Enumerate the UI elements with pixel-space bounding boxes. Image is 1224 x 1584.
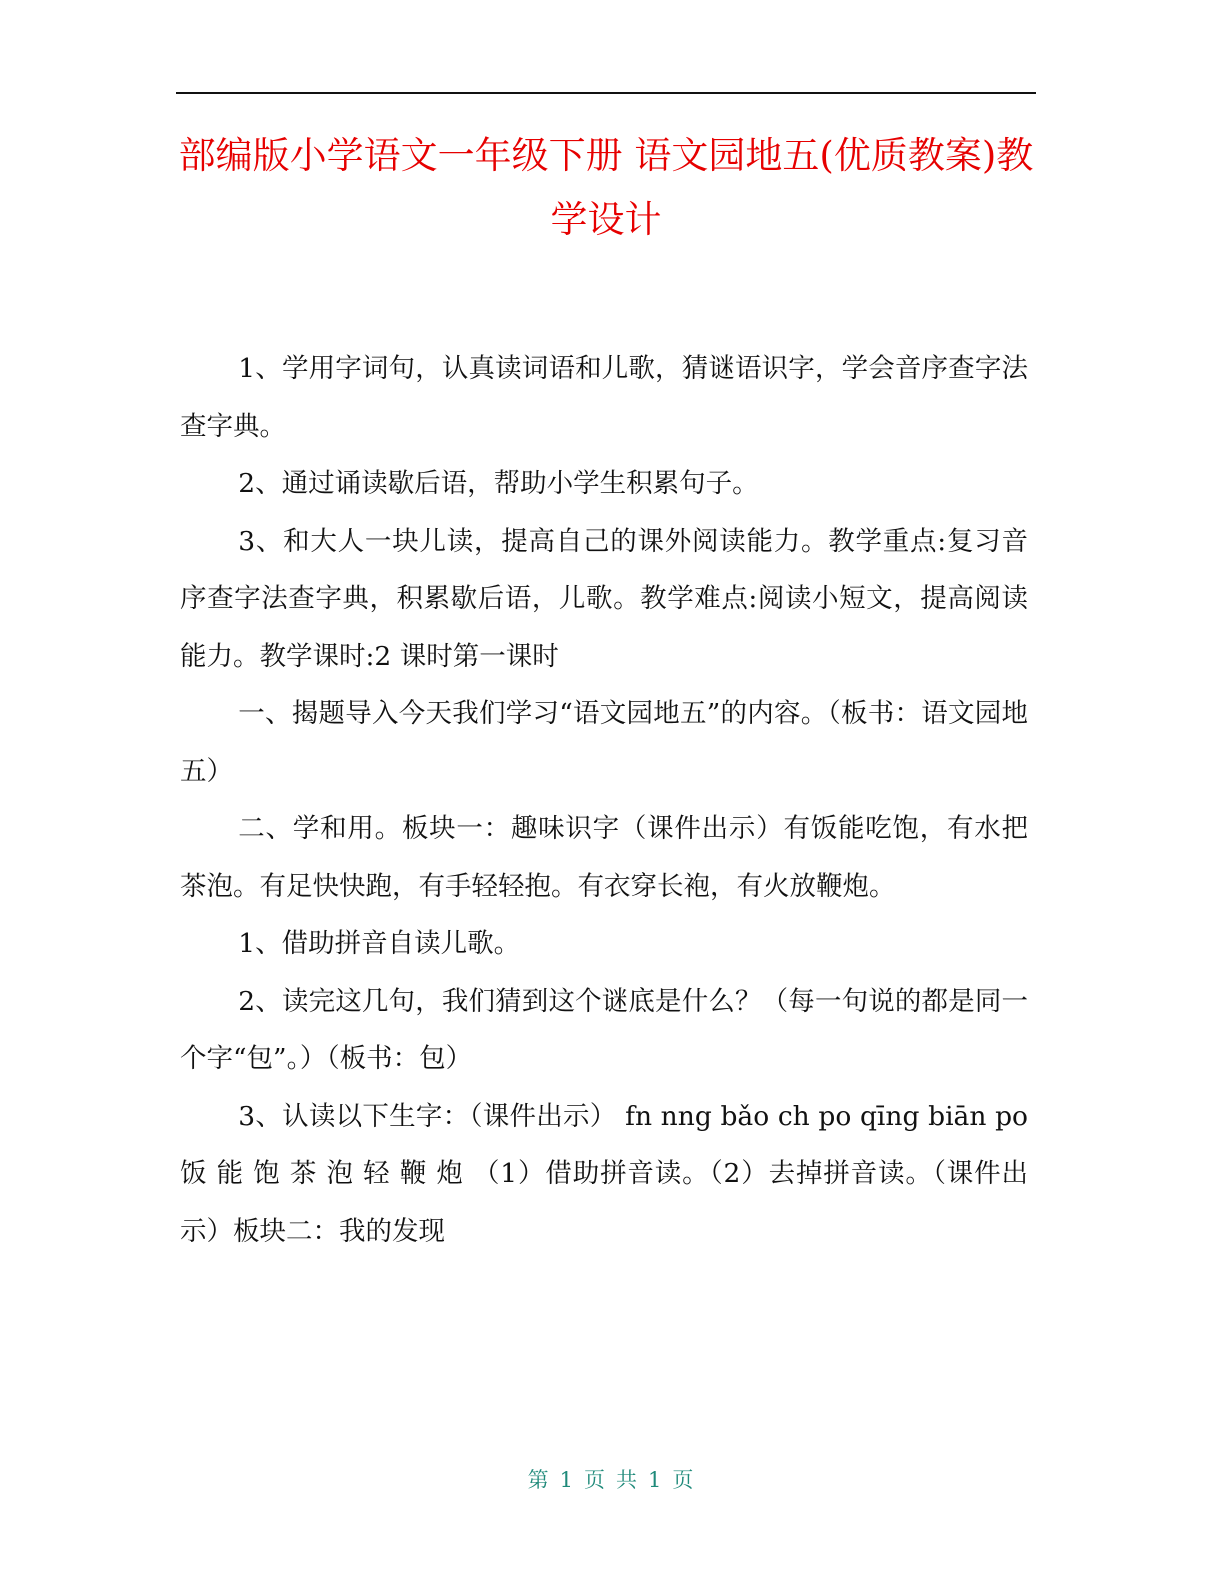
- paragraph: 1、借助拼音自读儿歌。: [238, 928, 521, 959]
- paragraph: 一、揭题导入今天我们学习“语文园地五”的内容。（板书：语文园地五）: [180, 698, 1028, 787]
- document-title: 部编版小学语文一年级下册 语文园地五(优质教案)教学设计: [178, 134, 1034, 241]
- document-body: [180, 340, 1028, 1260]
- paragraph: 3、和大人一块儿读，提高自己的课外阅读能力。教学重点:复习音序查字法查字典，积累歇后语，儿歌。教学难点:阅读小短文，提高阅读能力。教学课时:2 课时第一课时: [180, 525, 1028, 672]
- paragraph: 2、读完这几句，我们猜到这个谜底是什么？（每一句说的都是同一个字“包”。）（板书：包）: [180, 985, 1028, 1074]
- footer-page-label: 第: [527, 1468, 552, 1492]
- footer-page-unit: 页: [584, 1468, 608, 1492]
- header-rule: [176, 92, 1036, 94]
- paragraph: 3、认读以下生字：（课件出示） fn nng bǎo ch po qīng biān po 饭 能 饱 茶 泡 轻 鞭 炮 （1）借助拼音读。（2）去掉拼音读。（课件出示）板块二：我的发现: [180, 1100, 1028, 1247]
- page-footer: [0, 1466, 1224, 1494]
- footer-total-label: 共: [616, 1468, 640, 1492]
- footer-total-pages: 1: [648, 1468, 665, 1492]
- paragraph: 二、学和用。板块一：趣味识字（课件出示）有饭能吃饱，有水把茶泡。有足快快跑，有手轻轻抱。有衣穿长袍，有火放鞭炮。: [180, 813, 1028, 902]
- paragraph: 2、通过诵读歇后语，帮助小学生积累句子。: [238, 468, 759, 499]
- footer-total-unit: 页: [672, 1468, 697, 1492]
- paragraph: 1、学用字词句，认真读词语和儿歌，猜谜语识字，学会音序查字法查字典。: [180, 353, 1028, 442]
- footer-current-page: 1: [559, 1468, 576, 1492]
